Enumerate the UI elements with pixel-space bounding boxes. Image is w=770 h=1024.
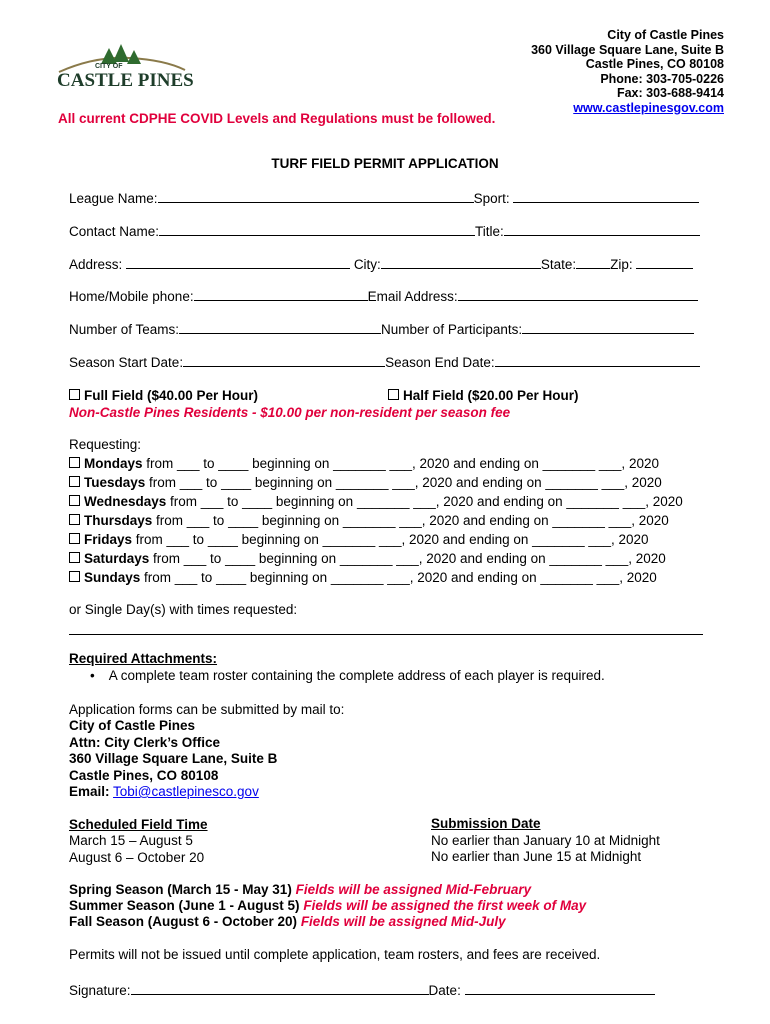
day-name: Tuesdays [84,475,146,490]
full-field-label: Full Field ($40.00 Per Hour) [84,388,259,403]
covid-notice: All current CDPHE COVID Levels and Regulations must be followed. [58,111,496,126]
schedule-range-1: March 15 – August 5 [69,833,193,848]
day-row [69,456,659,471]
org-phone: Phone: 303-705-0226 [600,71,724,86]
season-label: Summer Season (June 1 - August 5) [69,898,300,913]
day-row [69,475,662,490]
org-citystate: Castle Pines, CO 80108 [585,57,724,71]
half-field-label: Half Field ($20.00 Per Hour) [403,388,579,403]
day-text: from ___ to ____ beginning on _______ ___, 2020 and ending on _______ ___, 2020 [152,513,669,528]
bullet-icon: • [90,668,95,683]
castle-pines-logo [55,42,195,97]
day-name: Wednesdays [84,494,167,509]
day-text: from ___ to ____ beginning on _______ ___, 2020 and ending on _______ ___, 2020 [142,456,659,471]
address-input[interactable] [126,255,350,269]
date-label: Date: [428,983,461,998]
attachment-text: A complete team roster containing the complete address of each player is required. [108,668,605,683]
city-input[interactable] [381,255,541,269]
phone-input[interactable] [194,287,368,301]
day-row [69,494,683,509]
submission-date-1: No earlier than January 10 at Midnight [431,833,660,848]
participants-label: Number of Participants: [381,322,523,337]
page-title: TURF FIELD PERMIT APPLICATION [271,156,499,171]
org-name: City of Castle Pines [607,28,724,42]
nonresident-fee: Non-Castle Pines Residents - $10.00 per non-resident per season fee [69,405,511,420]
season-start-label: Season Start Date: [69,355,184,370]
teams-label: Number of Teams: [69,322,180,337]
signature-input[interactable] [131,981,429,995]
state-label: State: [540,257,577,272]
season-start-input[interactable] [183,353,385,367]
day-text: from ___ to ____ beginning on _______ ___, 2020 and ending on _______ ___, 2020 [166,494,683,509]
signature-label: Signature: [69,983,131,998]
day-name: Thursdays [84,513,153,528]
day-checkbox[interactable] [69,571,80,582]
teams-input[interactable] [179,320,381,334]
teams-row [69,320,694,337]
day-row [69,513,669,528]
email-label-text: Email: [69,784,110,799]
day-checkbox[interactable] [69,533,80,544]
contact-input[interactable] [159,222,475,236]
season-end-label: Season End Date: [385,355,495,370]
day-checkbox[interactable] [69,476,80,487]
season-note: Fields will be assigned Mid-February [295,882,532,897]
season-label: Fall Season (August 6 - October 20) [69,914,298,929]
schedule-heading: Scheduled Field Time [69,817,208,832]
season-end-input[interactable] [495,353,700,367]
day-row [69,532,649,547]
day-name: Saturdays [84,551,150,566]
schedule-range-2: August 6 – October 20 [69,850,205,865]
half-field-checkbox[interactable] [388,389,399,400]
league-row [69,189,699,206]
sport-label: Sport: [473,191,510,206]
day-checkbox[interactable] [69,514,80,525]
day-checkbox[interactable] [69,457,80,468]
day-name: Fridays [84,532,133,547]
phone-row [69,287,698,304]
full-field-option[interactable] [69,388,258,403]
requesting-label: Requesting: [69,437,142,452]
league-label: League Name: [69,191,158,206]
season-spring [69,882,531,897]
attachments-heading: Required Attachments: [69,651,218,666]
day-row [69,551,666,566]
mail-line3: 360 Village Square Lane, Suite B [69,751,278,766]
day-name: Mondays [84,456,143,471]
day-text: from ___ to ____ beginning on _______ ___, 2020 and ending on _______ ___, 2020 [140,570,657,585]
mail-intro: Application forms can be submitted by mail to: [69,702,345,717]
email-input[interactable] [458,287,698,301]
zip-label: Zip: [610,257,633,272]
single-day-input[interactable] [69,634,703,635]
permits-note: Permits will not be issued until complete application, team rosters, and fees are received. [69,947,601,962]
league-input[interactable] [158,189,474,203]
date-input[interactable] [465,981,655,995]
full-field-checkbox[interactable] [69,389,80,400]
day-checkbox[interactable] [69,552,80,563]
day-name: Sundays [84,570,141,585]
contact-row [69,222,700,239]
day-text: from ___ to ____ beginning on _______ ___, 2020 and ending on _______ ___, 2020 [132,532,649,547]
submission-date-2: No earlier than June 15 at Midnight [431,849,642,864]
mail-line2: Attn: City Clerk’s Office [69,735,221,750]
half-field-option[interactable] [388,388,579,403]
title-label: Title: [475,224,504,239]
mail-line4: Castle Pines, CO 80108 [69,768,219,783]
state-input[interactable] [576,255,610,269]
season-summer [69,898,586,913]
season-note: Fields will be assigned Mid-July [300,914,506,929]
season-label: Spring Season (March 15 - May 31) [69,882,292,897]
mail-line1: City of Castle Pines [69,718,196,733]
phone-label: Home/Mobile phone: [69,289,194,304]
address-row [69,255,693,272]
season-fall [69,914,506,929]
season-row [69,353,700,370]
logo-text: CASTLE PINES [57,70,194,91]
day-text: from ___ to ____ beginning on _______ ___, 2020 and ending on _______ ___, 2020 [149,551,666,566]
email-label: Email Address: [367,289,458,304]
city-label: City: [353,257,381,272]
day-checkbox[interactable] [69,495,80,506]
address-label: Address: [69,257,123,272]
attachment-item [90,668,605,683]
contact-label: Contact Name: [69,224,160,239]
zip-input[interactable] [636,255,693,269]
signature-row [69,981,655,998]
season-note: Fields will be assigned the first week of May [303,898,587,913]
website-link[interactable]: www.castlepinesgov.com [573,100,724,115]
day-text: from ___ to ____ beginning on _______ ___, 2020 and ending on _______ ___, 2020 [145,475,662,490]
org-street: 360 Village Square Lane, Suite B [531,42,724,57]
participants-input[interactable] [522,320,694,334]
logo-small-text: CITY OF [95,63,123,70]
title-input[interactable] [504,222,700,236]
single-day-label: or Single Day(s) with times requested: [69,602,298,617]
city-address-block [531,28,724,115]
submission-heading: Submission Date [431,816,541,831]
org-fax: Fax: 303-688-9414 [616,86,724,100]
day-row [69,570,657,585]
sport-input[interactable] [513,189,699,203]
clerk-email-link[interactable]: Tobi@castlepinesco.gov [113,784,259,799]
mail-email-row [69,784,259,799]
